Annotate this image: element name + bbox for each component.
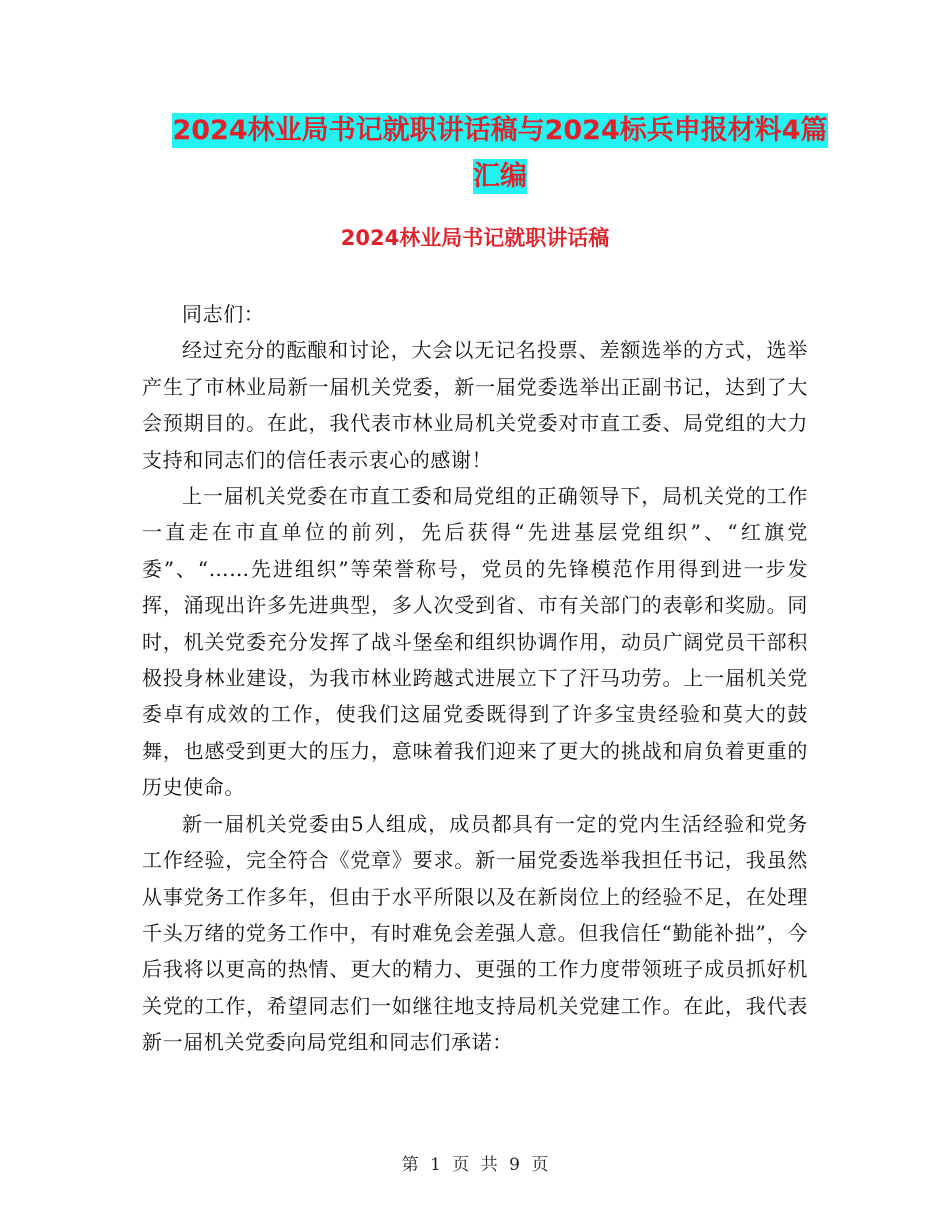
paragraph: 新一届机关党委由5人组成，成员都具有一定的党内生活经验和党务工作经验，完全符合《党章》要求。新一届党委选举我担任书记，我虽然从事党务工作多年，但由于水平所限以及在新岗位上的经验不足，在处理千头万绪的党务工作中，有时难免会差强人意。但我信任“勤能补拙”，今后我将以更高的热情、更大的精力、更强的工作力度带领班子成员抓好机关党的工作，希望同志们一如继往地支持局机关党建工作。在此，我代表新一届机关党委向局党组和同志们承诺：: [142, 811, 808, 1055]
paragraph: 经过充分的酝酿和讨论，大会以无记名投票、差额选举的方式，选举产生了市林业局新一届机关党委，新一届党委选举出正副书记，达到了大会预期目的。在此，我代表市林业局机关党委对市直工委、局党组的大力支持和同志们的信任表示衷心的感谢！: [142, 338, 808, 472]
title-line-2: 汇编: [473, 161, 527, 192]
document-body: [142, 296, 808, 1061]
document-title: [150, 108, 850, 200]
title-line-1: 2024林业局书记就职讲话稿与2024标兵申报材料4篇: [172, 115, 828, 146]
page-footer: 第 1 页 共 9 页: [401, 1155, 549, 1175]
paragraph-salutation: 同志们：: [182, 302, 265, 326]
section-title: 2024林业局书记就职讲话稿: [340, 226, 610, 250]
paragraph: 上一届机关党委在市直工委和局党组的正确领导下，局机关党的工作一直走在市直单位的前列，先后获得“先进基层党组织”、“红旗党委”、“……先进组织”等荣誉称号，党员的先锋模范作用得到进一步发挥，涌现出许多先进典型，多人次受到省、市有关部门的表彰和奖励。同时，机关党委充分发挥了战斗堡垒和组织协调作用，动员广阔党员干部积极投身林业建设，为我市林业跨越式进展立下了汗马功劳。上一届机关党委卓有成效的工作，使我们这届党委既得到了许多宝贵经验和莫大的鼓舞，也感受到更大的压力，意味着我们迎来了更大的挑战和肩负着更重的历史使命。: [142, 484, 808, 800]
